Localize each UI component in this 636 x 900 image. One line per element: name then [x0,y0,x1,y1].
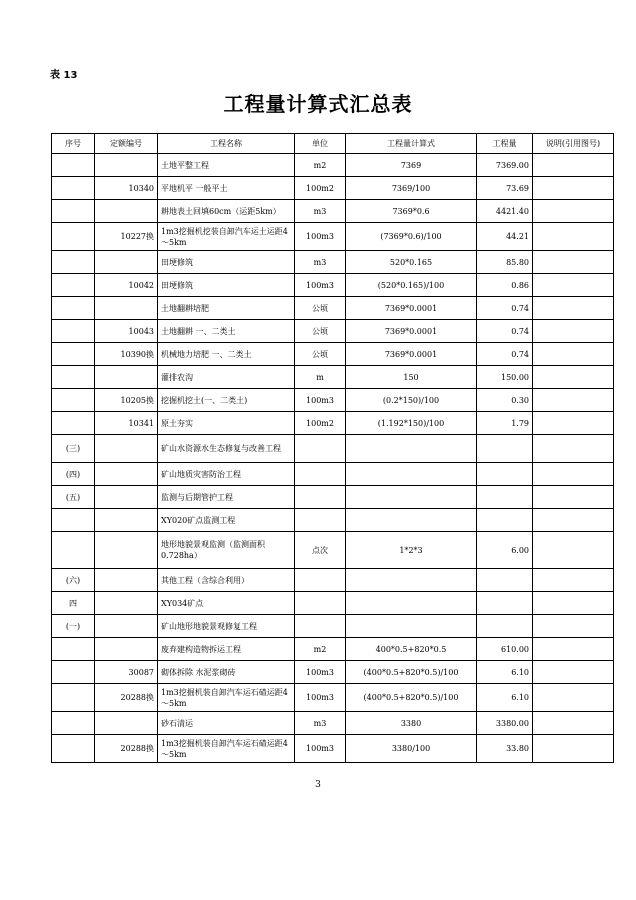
cell-formula: (400*0.5+820*0.5)/100 [346,661,477,684]
table-row [52,486,614,509]
column-header-note: 说明(引用图号) [533,134,614,154]
cell-seq [52,735,95,763]
cell-name: 矿山地形地貌景观修复工程 [158,615,295,638]
cell-seq [52,366,95,389]
cell-note [533,177,614,200]
cell-qty: 73.69 [477,177,533,200]
cell-note [533,435,614,463]
cell-formula: 400*0.5+820*0.5 [346,638,477,661]
cell-qty: 33.80 [477,735,533,763]
cell-note [533,592,614,615]
table-row [52,569,614,592]
cell-unit: m [295,366,346,389]
cell-code: 10341 [95,412,158,435]
cell-seq [52,251,95,274]
table-row [52,661,614,684]
cell-unit: m2 [295,638,346,661]
cell-qty [477,486,533,509]
cell-formula [346,486,477,509]
cell-note [533,223,614,251]
cell-formula [346,569,477,592]
cell-name: 砌体拆除 水泥浆砌砖 [158,661,295,684]
page-number: 3 [315,780,321,790]
cell-formula: 7369/100 [346,177,477,200]
cell-unit [295,569,346,592]
cell-qty: 6.00 [477,532,533,569]
cell-unit: 公顷 [295,297,346,320]
cell-name: 1m3挖掘机装自卸汽车运石碴运距4～5km [158,735,295,763]
quantity-summary-table [51,133,614,763]
cell-name: 土地翻耕培肥 [158,297,295,320]
cell-qty: 44.21 [477,223,533,251]
cell-code [95,200,158,223]
cell-formula [346,463,477,486]
cell-unit: 100m3 [295,735,346,763]
cell-unit: m3 [295,200,346,223]
cell-name: 土地翻耕 一、二类土 [158,320,295,343]
cell-seq [52,320,95,343]
cell-code [95,638,158,661]
cell-seq: (三) [52,435,95,463]
cell-unit: 公顷 [295,320,346,343]
cell-code: 10042 [95,274,158,297]
cell-name: 1m3挖掘机挖装自卸汽车运土运距4～5km [158,223,295,251]
cell-qty: 7369.00 [477,154,533,177]
table-row [52,223,614,251]
cell-formula: (1.192*150)/100 [346,412,477,435]
cell-code [95,463,158,486]
cell-code [95,486,158,509]
cell-qty: 610.00 [477,638,533,661]
cell-seq [52,412,95,435]
cell-seq [52,509,95,532]
cell-seq: 四 [52,592,95,615]
cell-name: 田埂修筑 [158,251,295,274]
table-row [52,735,614,763]
cell-note [533,343,614,366]
cell-formula: 150 [346,366,477,389]
cell-formula: 3380/100 [346,735,477,763]
cell-name: 监测与后期管护工程 [158,486,295,509]
cell-qty: 0.74 [477,343,533,366]
cell-formula: (400*0.5+820*0.5)/100 [346,684,477,712]
cell-name: 原土夯实 [158,412,295,435]
cell-formula: 7369*0.0001 [346,343,477,366]
cell-name: XY034矿点 [158,592,295,615]
cell-formula: 7369*0.6 [346,200,477,223]
cell-code: 10390换 [95,343,158,366]
cell-unit [295,435,346,463]
cell-name: XY020矿点监测工程 [158,509,295,532]
cell-unit: 100m2 [295,177,346,200]
cell-qty: 1.79 [477,412,533,435]
cell-unit [295,486,346,509]
cell-seq [52,297,95,320]
table-row [52,251,614,274]
cell-code [95,592,158,615]
cell-note [533,320,614,343]
cell-unit [295,463,346,486]
table-row [52,274,614,297]
cell-unit: 100m3 [295,684,346,712]
cell-note [533,684,614,712]
cell-unit: m3 [295,712,346,735]
cell-name: 废弃建构造物拆运工程 [158,638,295,661]
cell-code [95,615,158,638]
cell-qty: 4421.40 [477,200,533,223]
cell-unit [295,592,346,615]
table-row [52,389,614,412]
cell-unit: 100m2 [295,412,346,435]
table-row [52,366,614,389]
cell-formula: 7369*0.0001 [346,320,477,343]
cell-code [95,154,158,177]
cell-code [95,712,158,735]
cell-qty: 85.80 [477,251,533,274]
cell-note [533,712,614,735]
cell-note [533,532,614,569]
table-row [52,200,614,223]
table-row [52,177,614,200]
cell-code: 10205换 [95,389,158,412]
cell-seq: (五) [52,486,95,509]
cell-formula [346,509,477,532]
cell-qty: 0.74 [477,320,533,343]
cell-note [533,297,614,320]
cell-name: 机械地力培肥 一、二类土 [158,343,295,366]
cell-formula [346,435,477,463]
table-row [52,509,614,532]
cell-name: 土地平整工程 [158,154,295,177]
table-row [52,638,614,661]
cell-unit: 100m3 [295,661,346,684]
table-row [52,154,614,177]
cell-name: 其他工程（含综合利用） [158,569,295,592]
cell-code [95,297,158,320]
cell-seq [52,177,95,200]
cell-seq [52,389,95,412]
cell-qty: 150.00 [477,366,533,389]
cell-seq [52,684,95,712]
cell-qty: 6.10 [477,684,533,712]
cell-formula [346,592,477,615]
cell-name: 砂石清运 [158,712,295,735]
cell-code [95,366,158,389]
table-row [52,343,614,366]
column-header-code: 定额编号 [95,134,158,154]
cell-seq [52,200,95,223]
cell-unit: 点次 [295,532,346,569]
cell-code: 10043 [95,320,158,343]
table-row [52,615,614,638]
table-row [52,712,614,735]
column-header-qty: 工程量 [477,134,533,154]
cell-note [533,389,614,412]
cell-qty: 3380.00 [477,712,533,735]
cell-qty [477,463,533,486]
cell-name: 灌排农沟 [158,366,295,389]
cell-unit: m2 [295,154,346,177]
cell-name: 平地机平 一般平土 [158,177,295,200]
cell-unit: 100m3 [295,274,346,297]
cell-code: 10340 [95,177,158,200]
cell-formula: (7369*0.6)/100 [346,223,477,251]
cell-code [95,532,158,569]
cell-qty: 0.74 [477,297,533,320]
table-header-row [52,134,614,154]
cell-note [533,486,614,509]
cell-note [533,661,614,684]
table-row [52,435,614,463]
cell-code [95,435,158,463]
cell-note [533,638,614,661]
cell-qty [477,592,533,615]
column-header-formula: 工程量计算式 [346,134,477,154]
cell-name: 耕地表土回填60cm（运距5km） [158,200,295,223]
cell-seq: (四) [52,463,95,486]
cell-qty [477,569,533,592]
cell-formula: 3380 [346,712,477,735]
cell-note [533,154,614,177]
cell-note [533,569,614,592]
cell-note [533,274,614,297]
cell-name: 1m3挖掘机装自卸汽车运石碴运距4～5km [158,684,295,712]
cell-formula: 1*2*3 [346,532,477,569]
cell-unit: m3 [295,251,346,274]
table-row [52,320,614,343]
cell-seq [52,661,95,684]
cell-note [533,251,614,274]
cell-formula: 520*0.165 [346,251,477,274]
cell-formula: 7369*0.0001 [346,297,477,320]
cell-seq [52,712,95,735]
cell-note [533,615,614,638]
cell-unit: 公顷 [295,343,346,366]
cell-qty [477,435,533,463]
cell-code: 20288换 [95,735,158,763]
cell-seq [52,532,95,569]
cell-note [533,200,614,223]
cell-qty: 0.30 [477,389,533,412]
cell-note [533,366,614,389]
cell-seq: (一) [52,615,95,638]
cell-note [533,735,614,763]
cell-name: 矿山地质灾害防治工程 [158,463,295,486]
cell-formula: (0.2*150)/100 [346,389,477,412]
cell-qty: 6.10 [477,661,533,684]
column-header-unit: 单位 [295,134,346,154]
page-title: 工程量计算式汇总表 [223,92,413,116]
cell-seq [52,274,95,297]
cell-note [533,509,614,532]
cell-name: 矿山水资源水生态修复与改善工程 [158,435,295,463]
cell-code: 30087 [95,661,158,684]
cell-note [533,463,614,486]
cell-formula: 7369 [346,154,477,177]
cell-qty [477,509,533,532]
cell-seq: (六) [52,569,95,592]
table-row [52,412,614,435]
cell-name: 挖掘机挖土(一、二类土) [158,389,295,412]
table-body [52,154,614,763]
cell-note [533,412,614,435]
cell-name: 田埂修筑 [158,274,295,297]
cell-code: 20288换 [95,684,158,712]
table-row [52,592,614,615]
cell-code [95,569,158,592]
table-row [52,463,614,486]
column-header-name: 工程名称 [158,134,295,154]
cell-code [95,509,158,532]
cell-formula: (520*0.165)/100 [346,274,477,297]
table-row [52,297,614,320]
column-header-seq: 序号 [52,134,95,154]
table-row [52,532,614,569]
cell-qty [477,615,533,638]
table-row [52,684,614,712]
cell-unit [295,509,346,532]
cell-formula [346,615,477,638]
cell-seq [52,154,95,177]
cell-seq [52,638,95,661]
cell-unit: 100m3 [295,223,346,251]
cell-qty: 0.86 [477,274,533,297]
table-label: 表 13 [50,70,78,81]
cell-code [95,251,158,274]
cell-seq [52,343,95,366]
cell-name: 地形地貌景观监测（监测面积0.728ha） [158,532,295,569]
cell-unit: 100m3 [295,389,346,412]
cell-unit [295,615,346,638]
cell-seq [52,223,95,251]
cell-code: 10227换 [95,223,158,251]
